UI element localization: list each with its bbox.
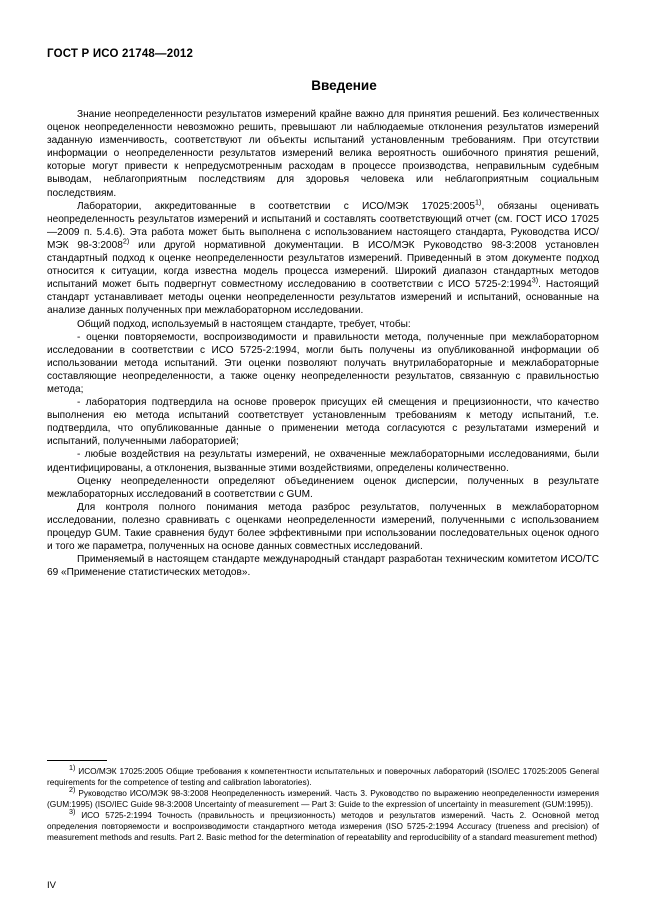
footnote: $^{3)}$ ИСО 5725-2:1994 Точность (правильность и прецизионность) методов и результатов измерений. Часть 2. Основной метод определения повторяемости и воспроизводимости стандартного метода измерения (ISO 5725-2:1994 Accuracy (trueness and precision) of measurement methods and results. Part 2. Basic method for the determination of repeatability and reproducibility of a standard measurement method) [47, 807, 599, 842]
page-title: Введение [311, 78, 377, 93]
standard-designation-header: ГОСТ Р ИСО 21748—2012 [47, 48, 194, 60]
footnote: $^{2)}$ Руководство ИСО/МЭК 98-3:2008 Неопределенность измерений. Часть 3. Руководство по выражению неопределенности измерения (GUM:1995) (ISO/IEC Guide 98-3:2008 Uncertainty of measurement — Part 3: Guide to the expression of uncertainty in measurement (GUM:1995)). [47, 785, 599, 809]
paragraph: Лаборатории, аккредитованные в соответствии с ИСО/МЭК 17025:2005$^{1)}$, обязаны оценивать неопределенность результатов измерений и испытаний и составлять соответствующий отчет (см. ГОСТ ИСО 17025—2009 п. 5.4.6). Эта работа может быть выполнена с использованием настоящего стандарта, Руководства ИСО/МЭК 98-3:2008$^{2)}$ или другой нормативной документации. В ИСО/МЭК Руководство 98-3:2008 установлен стандартный подход к оценке неопределенности результатов измерений. Приведенный в этом документе подход относится к ситуации, когда известна модель процесса измерений. Широкий диапазон стандартных методов испытаний может быть подвергнут совместному исследованию в соответствии с ИСО 5725-2:1994$^{3)}$. Настоящий стандарт устанавливает методы оценки неопределенности результатов измерений и испытаний, основанные на анализе данных полученных при межлабораторном исследовании. [47, 197, 600, 317]
footnote: $^{1)}$ ИСО/МЭК 17025:2005 Общие требования к компетентности испытательных и поверочных лабораторий (ISO/IEC 17025:2005 General requirements for the competence of testing and calibration laboratories). [47, 763, 599, 787]
footnotes [47, 763, 599, 843]
footnote-separator [47, 760, 107, 761]
page-number: IV [47, 880, 56, 891]
paragraph: Общий подход, используемый в настоящем стандарте, требует, чтобы: [77, 318, 411, 330]
paragraph: Для контроля полного понимания метода разброс результатов, полученных в межлабораторном исследовании, полезно сравнивать с оценками неопределенности измерений, полученными с использованием процедур GUM. Такие сравнения будут более эффективными при использовании последовательных оценок одного и того же параметра, полученных на основе данных совместных исследований. [47, 501, 599, 553]
paragraph: Оценку неопределенности определяют объединением оценок дисперсии, полученных в результате межлабораторных исследований в соответствии с GUM. [47, 475, 599, 500]
paragraph: Применяемый в настоящем стандарте международный стандарт разработан техническим комитетом ИСО/ТС 69 «Применение статистических методов». [47, 554, 599, 579]
paragraph-bullet: - лаборатория подтвердила на основе проверок присущих ей смещения и прецизионности, что качество выполнения ею метода испытаний соответствует установленным требованиям к методу испытаний, т.е. подтвердила, что опубликованные данные о применении метода согласуются с результатами измерений и испытаний, полученными лабораторией; [47, 397, 599, 448]
body-text [47, 108, 599, 579]
paragraph: Знание неопределенности результатов измерений крайне важно для принятия решений. Без количественных оценок неопределенности невозможно решить, превышают ли наблюдаемые отклонения результатов измерений заданную изменчивость, соответствуют ли объекты испытаний установленным требованиям. При отсутствии информации о неопределенности результатов измерений велика вероятность ошибочного принятия решений, которые могут привести к непредусмотренным расходам в процессе производства, неправильным судебным выводам, неблагоприятным последствиям для здоровья человека или неблагоприятным социальным последствиям. [47, 109, 599, 199]
paragraph-bullet: - оценки повторяемости, воспроизводимости и правильности метода, полученные при межлабораторном исследовании в соответствии с ИСО 5725-2:1994, могли быть получены из опубликованной информации об использовании метода испытаний. Эти оценки позволяют получать внутрилабораторные и межлабораторные составляющие неопределенности, а также оценку неопределенности результатов, связанную с правильностью метода; [47, 331, 599, 395]
paragraph-bullet: - любые воздействия на результаты измерений, не охваченные межлабораторными исследованиями, были идентифицированы, а отклонения, вызванные этими воздействиями, определены количественно. [47, 449, 599, 474]
